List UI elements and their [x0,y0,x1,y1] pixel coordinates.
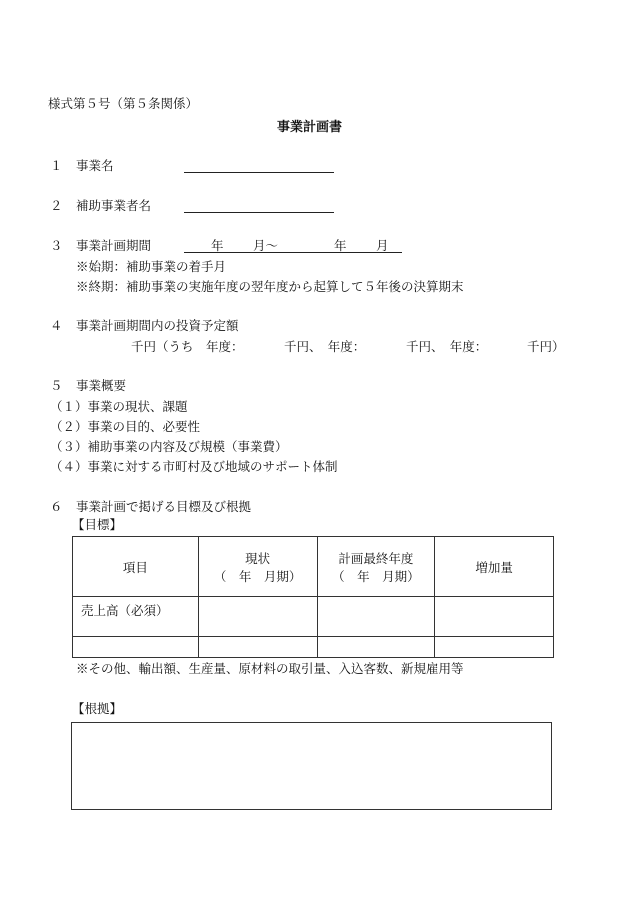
overview-item: （４）事業に対する市町村及び地域のサポート体制 [50,459,338,474]
header-final-year [317,537,435,597]
table-row [73,597,554,637]
section-1-number: １ [50,158,63,173]
cell-other-final[interactable] [317,637,435,658]
investment-amount-year1: 千円、 年度： [284,339,366,354]
row-sales-label: 売上高（必須） [73,597,199,637]
period-start-month: 月～ [253,238,279,253]
section-5-label: 事業概要 [76,378,127,393]
period-note-start: ※始期：補助事業の着手月 [76,259,227,274]
section-4-number: ４ [50,318,63,333]
investment-amount-year3: 千円） [527,339,565,354]
section-4-label: 事業計画期間内の投資予定額 [76,318,239,333]
section-6-number: ６ [50,499,63,514]
section-2-number: ２ [50,198,63,213]
basis-textbox[interactable] [71,722,552,810]
investment-amount-year2: 千円、 年度： [406,339,488,354]
header-item: 項目 [73,537,199,597]
table-row [73,637,554,658]
section-5-number: ５ [50,378,63,393]
header-current [198,537,317,597]
cell-other-increase[interactable] [435,637,554,658]
cell-other-current[interactable] [198,637,317,658]
section-1-label: 事業名 [76,158,114,173]
targets-footnote: ※その他、輸出額、生産量、原材料の取引量、入込客数、新規雇用等 [76,661,464,676]
period-end-year: 年 [334,238,347,253]
business-operator-field[interactable] [184,212,334,213]
cell-sales-increase[interactable] [435,597,554,637]
overview-item: （３）補助事業の内容及び規模（事業費） [50,439,288,454]
section-3-number: ３ [50,238,63,253]
project-name-field[interactable] [184,172,334,173]
header-final-year-label: 計画最終年度 [338,550,414,566]
header-current-period: （ 年 月期） [213,568,302,584]
cell-sales-current[interactable] [198,597,317,637]
investment-amount-total: 千円（うち 年度： [131,339,244,354]
section-3-label: 事業計画期間 [76,238,152,253]
basis-heading: 【根拠】 [72,701,123,716]
project-period-field[interactable] [184,252,402,253]
overview-item: （２）事業の目的、必要性 [50,419,201,434]
overview-item: （１）事業の現状、課題 [50,399,188,414]
cell-other-item[interactable] [73,637,199,658]
section-6-label: 事業計画で掲げる目標及び根拠 [76,499,252,514]
targets-heading: 【目標】 [72,517,123,532]
header-final-year-period: （ 年 月期） [332,568,420,584]
document-title: 事業計画書 [277,120,343,135]
cell-sales-final[interactable] [317,597,435,637]
targets-table [72,536,554,658]
section-2-label: 補助事業者名 [76,198,152,213]
header-increase: 増加量 [435,537,554,597]
period-end-month: 月 [376,238,389,253]
period-start-year: 年 [211,238,224,253]
table-header-row [73,537,554,597]
form-number: 様式第５号（第５条関係） [48,96,199,111]
header-current-label: 現状 [245,550,271,566]
period-note-end: ※終期：補助事業の実施年度の翌年度から起算して５年後の決算期末 [76,279,464,294]
